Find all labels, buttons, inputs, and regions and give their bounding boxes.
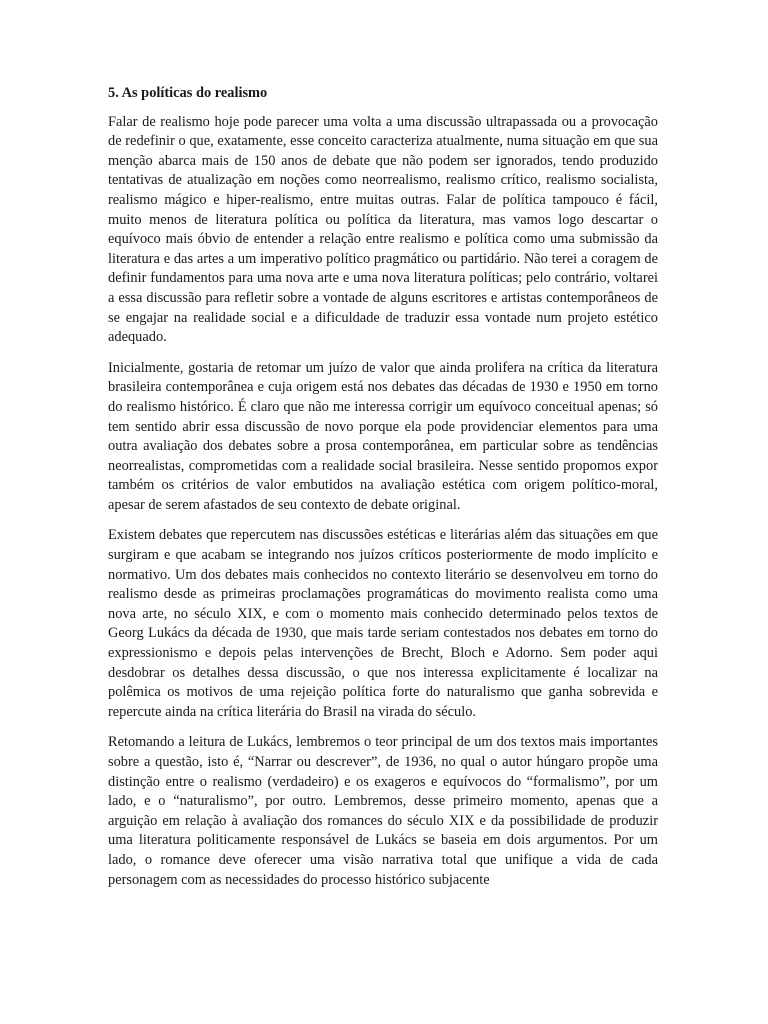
paragraph-1: Falar de realismo hoje pode parecer uma volta a uma discussão ultrapassada ou a provocação de redefinir o que, exatamente, esse conceito caracteriza atualmente, numa situação em que sua menção abarca mais de 150 anos de debate que não podem ser ignorados, tendo produzido tentativas de atualização em noções como neorrealismo, realismo crítico, realismo socialista, realismo mágico e hiper-realismo, entre muitas outras. Falar de política tampouco é fácil, muito menos de literatura política ou política da literatura, mas vamos logo descartar o equívoco mais óbvio de entender a relação entre realismo e política como uma submissão da literatura e das artes a um imperativo político pragmático ou partidário. Não terei a coragem de definir fundamentos para uma nova arte e uma nova literatura políticas; pelo contrário, voltarei a essa discussão para refletir sobre a vontade de alguns escritores e artistas contemporâneos de se engajar na realidade social e a dificuldade de traduzir essa vontade num projeto estético adequado. (108, 113, 658, 346)
paragraph-3: Existem debates que repercutem nas discussões estéticas e literárias além das situações em que surgiram e que acabam se integrando nos juízos críticos posteriormente de modo implícito e normativo. Um dos debates mais conhecidos no contexto literário se desenvolveu em torno do realismo desde as primeiras proclamações programáticas do movimento realista como uma nova arte, no século XIX, e com o momento mais conhecido determinado pelos textos de Georg Lukács da década de 1930, que mais tarde seriam contestados nos debates em torno do expressionismo e depois pelas intervenções de Brecht, Bloch e Adorno. Sem poder aqui desdobrar os detalhes dessa discussão, o que nos interessa explicitamente é localizar na polêmica os motivos de uma rejeição política forte do naturalismo que ganha sobrevida e repercute ainda na crítica literária do Brasil na virada do século. (108, 527, 658, 720)
paragraph-4: Retomando a leitura de Lukács, lembremos o teor principal de um dos textos mais importantes sobre a questão, isto é, “Narrar ou descrever”, de 1936, no qual o autor húngaro propõe uma distinção entre o realismo (verdadeiro) e os exageros e equívocos do “formalismo”, por um lado, e o “naturalismo”, por outro. Lembremos, desse primeiro momento, apenas que a arguição em relação à avaliação dos romances do século XIX e da possibilidade de produzir uma literatura politicamente responsável de Lukács se baseia em dois argumentos. Por um lado, o romance deve oferecer uma visão narrativa total que unifique a vida de cada personagem com as necessidades do processo histórico subjacente (108, 734, 658, 888)
section-heading: 5. As políticas do realismo (108, 85, 268, 101)
document-page (108, 84, 658, 901)
paragraph-2: Inicialmente, gostaria de retomar um juízo de valor que ainda prolifera na crítica da literatura brasileira contemporânea e cuja origem está nos debates das décadas de 1930 e 1950 em torno do realismo histórico. É claro que não me interessa corrigir um equívoco conceitual apenas; só tem sentido abrir essa discussão de novo porque ela pode providenciar elementos para uma outra avaliação dos debates sobre a prosa contemporânea, em particular sobre as tendências neorrealistas, comprometidas com a realidade social brasileira. Nesse sentido propomos expor também os critérios de valor embutidos na avaliação estética com origem político-moral, apesar de serem afastados de seu contexto de debate original. (108, 359, 658, 513)
